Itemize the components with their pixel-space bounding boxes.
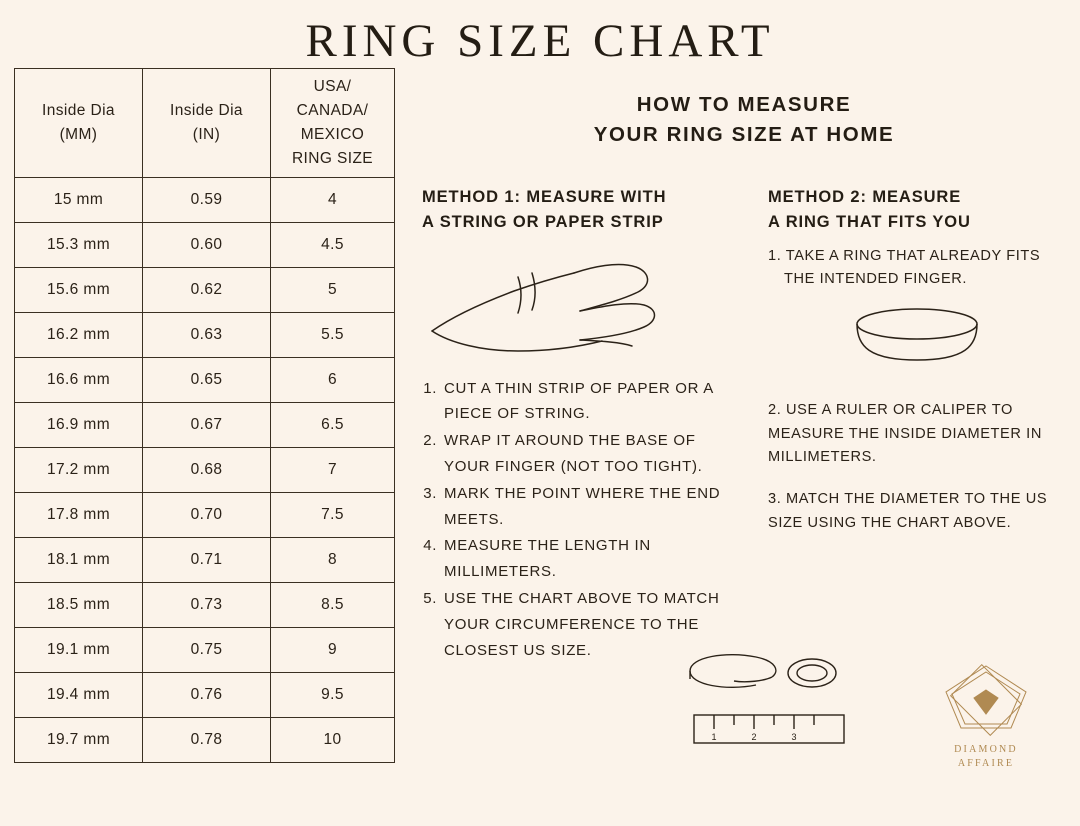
method-2-heading	[768, 185, 1066, 235]
cell-us: 9.5	[271, 672, 395, 717]
cell-mm: 16.9 mm	[15, 402, 143, 447]
brand-logo	[922, 662, 1050, 772]
cell-in: 0.76	[143, 672, 271, 717]
cell-mm: 16.6 mm	[15, 357, 143, 402]
table-row	[15, 312, 395, 357]
cell-mm: 19.4 mm	[15, 672, 143, 717]
cell-us: 4	[271, 177, 395, 222]
ruler-mark-1: 1	[711, 731, 717, 742]
cell-in: 0.68	[143, 447, 271, 492]
cell-us: 4.5	[271, 222, 395, 267]
cell-mm: 15.3 mm	[15, 222, 143, 267]
table-row	[15, 582, 395, 627]
brand-name	[922, 743, 1050, 772]
table-row	[15, 672, 395, 717]
header-line: Inside Dia	[170, 101, 243, 119]
brand-name-line-1: DIAMOND	[954, 743, 1018, 755]
cell-mm: 17.2 mm	[15, 447, 143, 492]
cell-us: 6.5	[271, 402, 395, 447]
cell-us: 10	[271, 717, 395, 762]
method-2-step-1: 1. TAKE A RING THAT ALREADY FITS THE INTENDED FINGER.	[768, 247, 1041, 288]
brand-name-line-2: AFFAIRE	[957, 758, 1015, 770]
list-item: 1. CUT A THIN STRIP OF PAPER OR A PIECE OF STRING.	[442, 376, 742, 428]
header-line: USA/	[313, 77, 352, 95]
list-item: 2. WRAP IT AROUND THE BASE OF YOUR FINGER (NOT TOO TIGHT).	[442, 428, 742, 480]
ring-band-illustration	[768, 302, 1066, 385]
cell-us: 8	[271, 537, 395, 582]
page-title: RING SIZE CHART	[305, 15, 775, 67]
header-line: RING SIZE	[291, 149, 374, 167]
cell-in: 0.63	[143, 312, 271, 357]
cell-us: 5.5	[271, 312, 395, 357]
method-1-heading	[422, 185, 742, 235]
cell-in: 0.78	[143, 717, 271, 762]
heading-line-1: METHOD 2: MEASURE	[768, 188, 962, 207]
cell-in: 0.60	[143, 222, 271, 267]
table-row	[15, 402, 395, 447]
cell-us: 6	[271, 357, 395, 402]
list-item: 3. MARK THE POINT WHERE THE END MEETS.	[442, 481, 742, 533]
ruler-mark-2: 2	[751, 731, 757, 742]
cell-in: 0.70	[143, 492, 271, 537]
methods-row	[422, 185, 1066, 664]
table-row	[15, 627, 395, 672]
heading-line-1: METHOD 1: MEASURE WITH	[422, 188, 667, 207]
instructions-column	[396, 68, 1066, 780]
method-2-step-2: 2. USE A RULER OR CALIPER TO MEASURE THE INSIDE DIAMETER IN MILLIMETERS.	[768, 401, 1042, 466]
cell-mm: 15 mm	[15, 177, 143, 222]
header-line: (IN)	[192, 125, 221, 143]
table-row	[15, 717, 395, 762]
method-2-step-3: 3. MATCH THE DIAMETER TO THE US SIZE USING THE CHART ABOVE.	[768, 490, 1048, 531]
cell-us: 8.5	[271, 582, 395, 627]
header-line: MEXICO	[300, 125, 365, 143]
cell-in: 0.73	[143, 582, 271, 627]
column-header-us-size	[271, 68, 395, 177]
cell-mm: 19.7 mm	[15, 717, 143, 762]
list-item: 5. USE THE CHART ABOVE TO MATCH YOUR CIRCUMFERENCE TO THE CLOSEST US SIZE.	[442, 586, 742, 663]
cell-us: 9	[271, 627, 395, 672]
cell-us: 7	[271, 447, 395, 492]
cell-mm: 18.1 mm	[15, 537, 143, 582]
header-line: Inside Dia	[42, 101, 115, 119]
header-line: (MM)	[59, 125, 98, 143]
cell-in: 0.71	[143, 537, 271, 582]
cell-us: 7.5	[271, 492, 395, 537]
cell-in: 0.59	[143, 177, 271, 222]
table-row	[15, 357, 395, 402]
cell-in: 0.75	[143, 627, 271, 672]
table-header-row	[15, 68, 395, 177]
heading-line-1: HOW TO MEASURE	[636, 92, 852, 116]
hand-illustration	[422, 245, 742, 360]
list-item: 4. MEASURE THE LENGTH IN MILLIMETERS.	[442, 533, 742, 585]
cell-mm: 15.6 mm	[15, 267, 143, 312]
size-table-column	[14, 68, 396, 780]
cell-in: 0.65	[143, 357, 271, 402]
cell-in: 0.67	[143, 402, 271, 447]
column-header-in	[143, 68, 271, 177]
heading-line-2: A RING THAT FITS YOU	[768, 212, 971, 231]
method-2-block	[758, 185, 1066, 664]
ruler-and-rings-illustration	[680, 647, 900, 762]
table-row	[15, 537, 395, 582]
table-row	[15, 492, 395, 537]
cell-mm: 19.1 mm	[15, 627, 143, 672]
cell-us: 5	[271, 267, 395, 312]
cell-in: 0.62	[143, 267, 271, 312]
ring-size-table	[14, 68, 395, 763]
cell-mm: 17.8 mm	[15, 492, 143, 537]
table-row	[15, 447, 395, 492]
content-area	[0, 68, 1080, 780]
how-to-measure-heading	[422, 90, 1066, 152]
heading-line-2: A STRING OR PAPER STRIP	[422, 212, 664, 231]
table-row	[15, 177, 395, 222]
method-1-block	[422, 185, 758, 664]
table-row	[15, 267, 395, 312]
ruler-mark-3: 3	[791, 731, 797, 742]
method-1-steps	[422, 376, 742, 664]
table-row	[15, 222, 395, 267]
cell-mm: 16.2 mm	[15, 312, 143, 357]
column-header-mm	[15, 68, 143, 177]
header-line: CANADA/	[296, 101, 369, 119]
cell-mm: 18.5 mm	[15, 582, 143, 627]
heading-line-2: YOUR RING SIZE AT HOME	[593, 123, 895, 147]
diamond-emblem-icon	[938, 662, 1034, 736]
